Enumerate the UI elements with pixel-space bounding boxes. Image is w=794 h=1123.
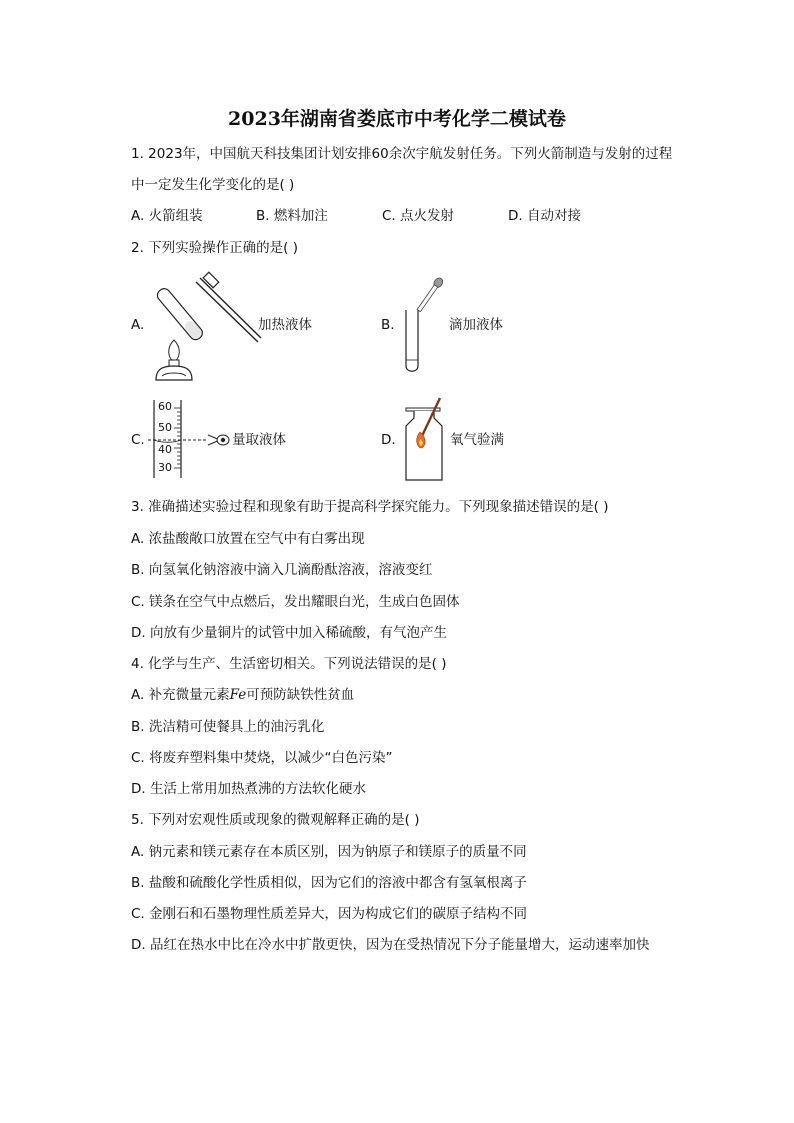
q2-option-a-letter: A.: [131, 317, 145, 333]
q1-option-b: B. 燃料加注: [256, 208, 328, 224]
q1-option-c: C. 点火发射: [382, 208, 455, 224]
q3-stem: 3. 准确描述实验过程和现象有助于提高科学探究能力。下列现象描述错误的是( ): [131, 499, 609, 515]
cylinder-tick-40: 40: [158, 443, 172, 456]
q4-option-d: D. 生活上常用加热煮沸的方法软化硬水: [131, 781, 366, 797]
dropping-liquid-figure: [398, 276, 448, 376]
q4-stem: 4. 化学与生产、生活密切相关。下列说法错误的是( ): [131, 656, 447, 672]
q5-stem: 5. 下列对宏观性质或现象的微观解释正确的是( ): [131, 812, 420, 828]
q1-stem-line1: 1. 2023年，中国航天科技集团计划安排60余次宇航发射任务。下列火箭制造与发射的过程: [131, 146, 673, 162]
q2-option-a-label: 加热液体: [258, 317, 312, 333]
oxygen-test-figure: [400, 396, 452, 482]
q3-option-b: B. 向氢氧化钠溶液中滴入几滴酚酞溶液，溶液变红: [131, 562, 433, 578]
q2-option-b-label: 滴加液体: [449, 317, 503, 333]
q4-option-a-suffix: 可预防缺铁性贫血: [246, 687, 355, 703]
q1-option-d: D. 自动对接: [508, 208, 581, 224]
q4-option-c: C. 将废弃塑料集中焚烧，以减少“白色污染”: [131, 750, 393, 766]
q2-option-b-letter: B.: [381, 317, 395, 333]
cylinder-tick-30: 30: [158, 461, 172, 474]
q2-option-d-letter: D.: [381, 432, 396, 448]
q4-option-a-prefix: A. 补充微量元素: [131, 687, 230, 703]
q1-stem-line2: 中一定发生化学变化的是( ): [131, 177, 295, 193]
q5-option-b: B. 盐酸和硫酸化学性质相似，因为它们的溶液中都含有氢氧根离子: [131, 875, 527, 891]
q3-option-a: A. 浓盐酸敞口放置在空气中有白雾出现: [131, 531, 365, 547]
q3-option-c: C. 镁条在空气中点燃后，发出耀眼白光，生成白色固体: [131, 594, 460, 610]
q2-stem: 2. 下列实验操作正确的是( ): [131, 240, 298, 256]
q5-option-d: D. 品红在热水中比在冷水中扩散更快，因为在受热情况下分子能量增大，运动速率加快: [131, 937, 650, 953]
cylinder-tick-50: 50: [158, 421, 172, 434]
q2-option-d-label: 氧气验满: [450, 432, 504, 448]
q3-option-d: D. 向放有少量铜片的试管中加入稀硫酸，有气泡产生: [131, 625, 447, 641]
q2-option-c-letter: C.: [131, 432, 145, 448]
cylinder-tick-60: 60: [158, 400, 172, 413]
q1-option-a: A. 火箭组装: [131, 208, 203, 224]
q4-option-a: [131, 686, 354, 704]
q5-option-c: C. 金刚石和石墨物理性质差异大，因为构成它们的碳原子结构不同: [131, 906, 528, 922]
q2-option-c-label: 量取液体: [232, 432, 286, 448]
q5-option-a: A. 钠元素和镁元素存在本质区别，因为钠原子和镁原子的质量不同: [131, 844, 527, 860]
heating-liquid-figure: [148, 268, 263, 386]
fe-symbol: Fe: [229, 687, 247, 703]
q4-option-b: B. 洗洁精可使餐具上的油污乳化: [131, 719, 325, 735]
page-title: 2023年湖南省娄底市中考化学二模试卷: [228, 108, 566, 130]
